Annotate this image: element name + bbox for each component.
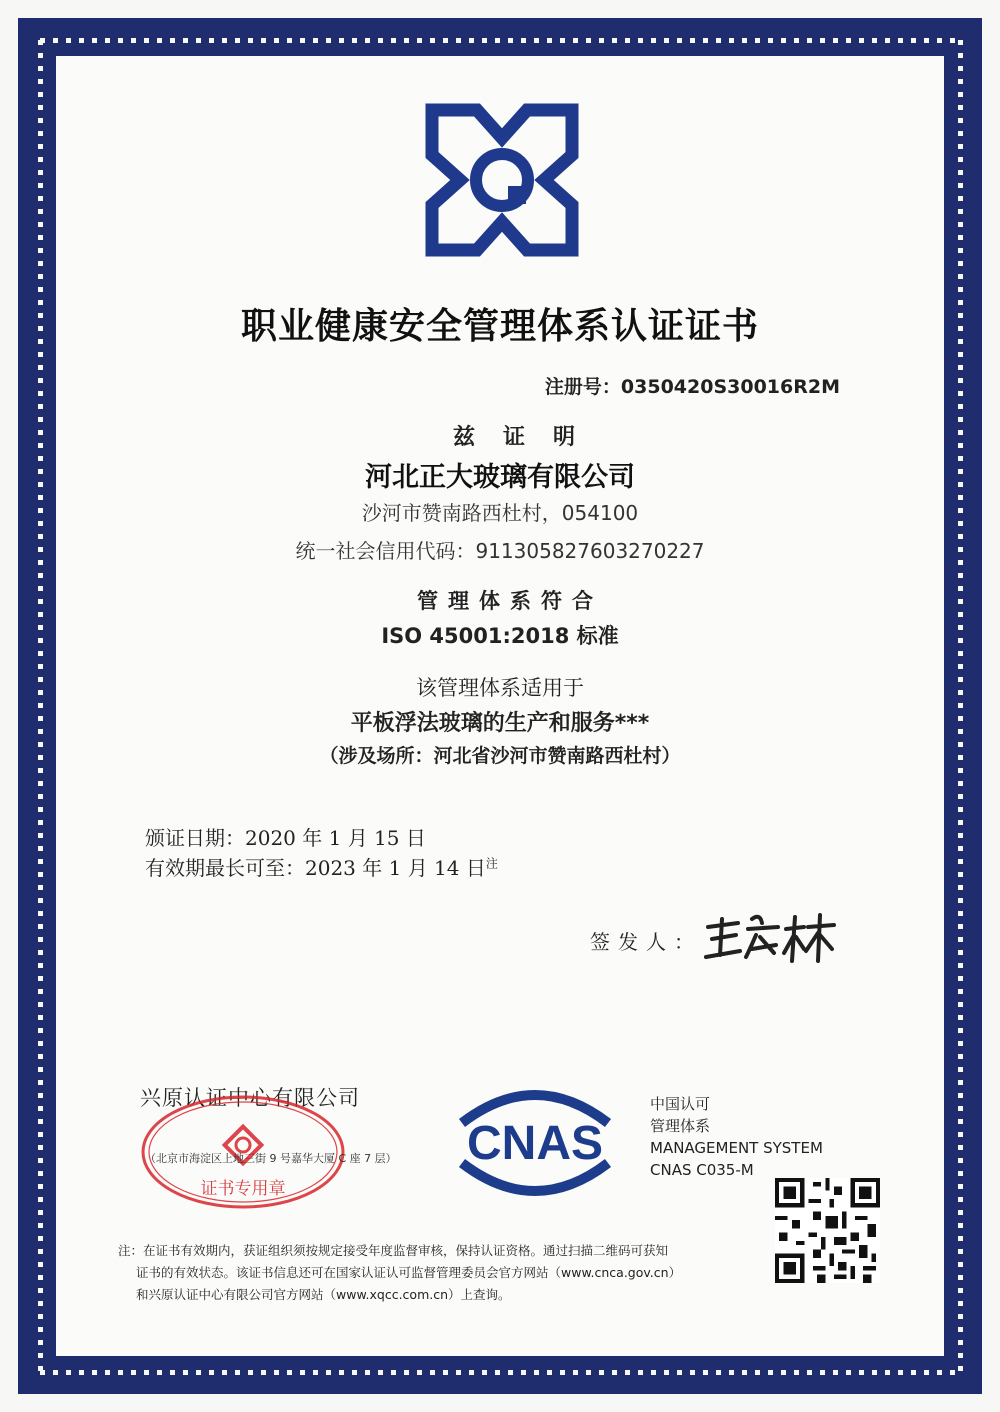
certificate-note [118, 1240, 778, 1306]
standard-name: ISO 45001:2018 标准 [381, 624, 619, 648]
valid-until-text: 有效期最长可至：2023 年 1 月 14 日 [145, 856, 486, 880]
signer-label: 签发人： [590, 930, 702, 954]
organization-address: （北京市海淀区上地三街 9 号嘉华大厦 C 座 7 层） [145, 1152, 397, 1165]
note-line: 和兴原认证中心有限公司官方网站（www.xqcc.com.cn）上查询。 [136, 1287, 511, 1302]
qr-code-icon [775, 1178, 880, 1283]
certification-scope: 平板浮法玻璃的生产和服务*** [350, 711, 650, 736]
certify-heading: 兹证明 [452, 425, 603, 450]
note-line: 注：在证书有效期内，获证组织须按规定接受年度监督审核，保持认证资格。通过扫描二维码可获知 [118, 1243, 669, 1258]
border-dash-pattern [38, 40, 43, 1372]
seal-bottom-text: 证书专用章 [200, 1179, 286, 1199]
issue-date: 颁证日期：2020 年 1 月 15 日 [145, 826, 426, 850]
valid-until [145, 852, 498, 881]
certificate-title: 职业健康安全管理体系认证证书 [240, 306, 759, 347]
cnas-line: MANAGEMENT SYSTEM [650, 1139, 823, 1157]
applies-heading: 该管理体系适用于 [416, 676, 584, 700]
cnas-line: 管理体系 [650, 1117, 711, 1135]
cnas-logo-icon [440, 1085, 630, 1200]
border-dash-pattern [40, 1370, 960, 1375]
conform-heading: 管理体系符合 [417, 589, 603, 613]
company-address: 沙河市赞南路西杜村，054100 [361, 501, 639, 525]
cnas-line: 中国认可 [650, 1095, 711, 1113]
note-mark: 注 [485, 856, 498, 871]
cnas-logo-text: CNAS [466, 1117, 604, 1170]
company-name: 河北正大玻璃有限公司 [365, 462, 635, 493]
xqcc-logo-icon [422, 100, 582, 260]
credit-code: 统一社会信用代码：911305827603270227 [295, 539, 705, 563]
cnas-line: CNAS C035-M [650, 1161, 754, 1179]
cnas-accreditation-text [650, 1093, 823, 1181]
note-line: 证书的有效状态。该证书信息还可在国家认证认可监督管理委员会官方网站（www.cnca.gov.cn） [136, 1265, 682, 1280]
signature-icon [700, 905, 840, 965]
border-dash-pattern [40, 38, 960, 43]
border-dash-pattern [958, 40, 963, 1372]
certification-site: （涉及场所：河北省沙河市赞南路西杜村） [319, 745, 681, 767]
issuing-organization: 兴原认证中心有限公司 [140, 1086, 360, 1110]
registration-number: 注册号：0350420S30016R2M [544, 376, 840, 398]
